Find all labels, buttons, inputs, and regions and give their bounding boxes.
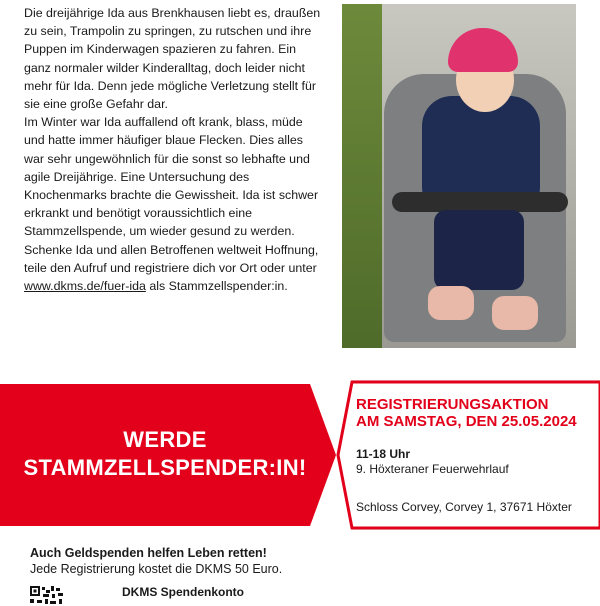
donation-footer <box>30 545 570 577</box>
event-headline-line-2: AM SAMSTAG, DEN 25.05.2024 <box>356 413 577 430</box>
registration-link[interactable]: www.dkms.de/fuer-ida <box>24 279 146 294</box>
event-occasion: 9. Höxteraner Feuerwehrlauf <box>356 462 509 476</box>
event-time: 11-18 Uhr <box>356 447 411 461</box>
event-headline-line-1: REGISTRIERUNGSAKTION <box>356 396 549 413</box>
donation-account-label: DKMS Spendenkonto <box>122 585 244 599</box>
child-in-stroller-photo <box>342 4 576 348</box>
donation-heading: Auch Geldspenden helfen Leben retten! <box>30 546 267 560</box>
event-info <box>356 396 596 515</box>
story-paragraph-2-end: als Stammzellspender:in. <box>145 279 288 294</box>
cta-headline <box>0 398 330 510</box>
story-paragraph-2-text: Im Winter war Ida auffallend oft krank, blass, müde und hatte immer häufiger blaue Flecken. Dies alles war sehr ungewöhnlich für die sonst so lebhafte und agile Dreijährige. Eine Untersuchung des Knochenmarks brachte die Gewissheit. Ida ist schwer erkrankt und benötigt voraussichtlich eine Stammzellspende, um wieder gesund zu werden. Schenke Ida und allen Betroffenen weltweit Hoffnung, teile den Aufruf und registriere dich vor Ort oder unter <box>24 115 319 275</box>
donation-text: Jede Registrierung kostet die DKMS 50 Euro. <box>30 562 283 576</box>
story-paragraph-2 <box>24 113 322 295</box>
qr-code-icon <box>30 586 74 606</box>
story-paragraph-1: Die dreijährige Ida aus Brenkhausen liebt es, draußen zu sein, Trampolin zu springen, zu rutschen und ihre Puppen im Kinderwagen spazieren zu fahren. Ein ganz normaler wilder Kinderalltag, doch leider nicht mehr für Ida. Denn jede mögliche Verletzung stellt für sie eine große Gefahr dar. <box>24 6 321 112</box>
cta-line-1: WERDE <box>123 427 207 452</box>
cta-line-2: STAMMZELLSPENDER:IN! <box>23 455 307 480</box>
event-address: Schloss Corvey, Corvey 1, 37671 Höxter <box>356 500 572 514</box>
story-text <box>24 4 322 295</box>
